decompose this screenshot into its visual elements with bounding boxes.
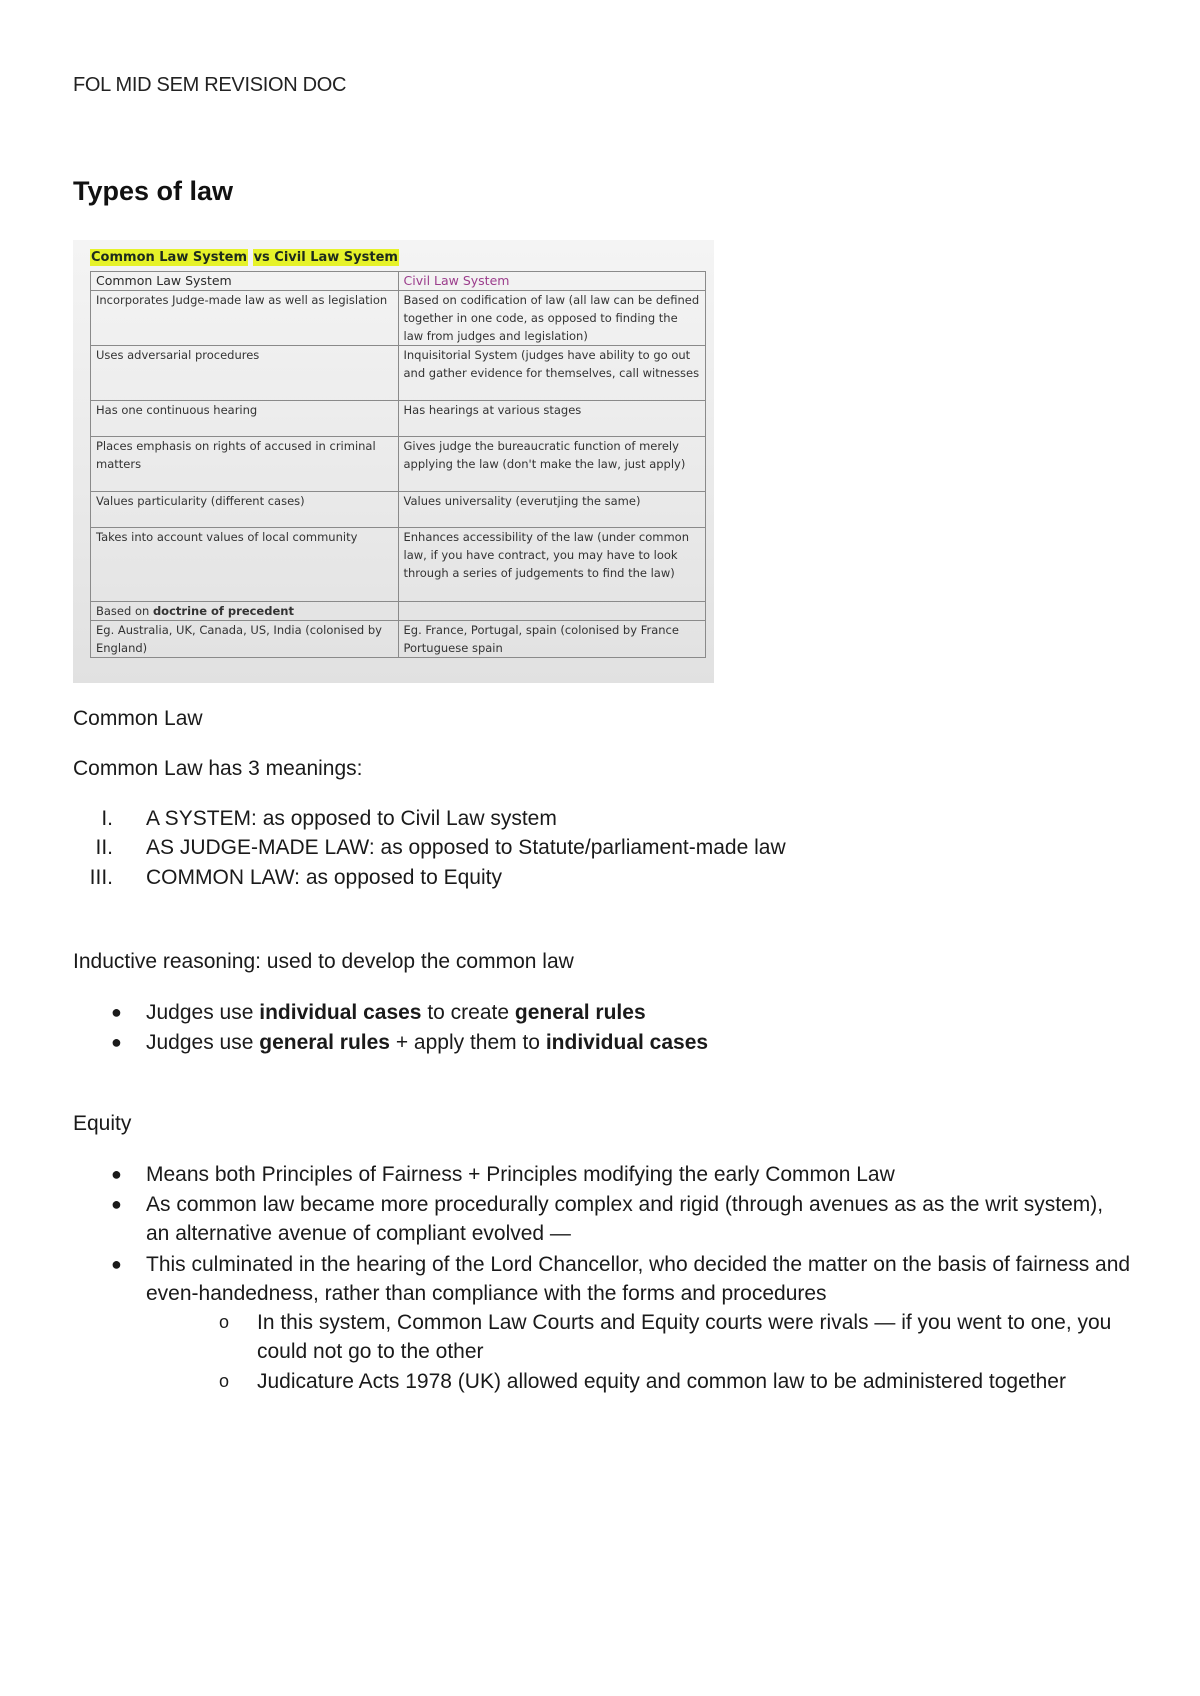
list-text — [146, 1028, 1131, 1057]
table-cell: Values universality (everutjing the same) — [398, 492, 706, 528]
list-numeral: I. — [101, 807, 113, 830]
table-row — [91, 437, 706, 492]
table-image-caption — [90, 250, 399, 265]
caption-highlight-2: vs Civil Law System — [253, 250, 398, 265]
table-cell: Values particularity (different cases) — [91, 492, 399, 528]
table-header-row — [91, 272, 706, 291]
table-cell: Uses adversarial procedures — [91, 346, 399, 401]
list-text: COMMON LAW: as opposed to Equity — [146, 866, 502, 889]
table-cell: Places emphasis on rights of accused in criminal matters — [91, 437, 399, 492]
sub-bullet-icon: o — [219, 1371, 230, 1391]
list-text: AS JUDGE-MADE LAW: as opposed to Statute/parliament-made law — [146, 836, 786, 859]
table-cell: Incorporates Judge-made law as well as legislation — [91, 291, 399, 346]
table-cell: Eg. Australia, UK, Canada, US, India (colonised by England) — [91, 621, 399, 658]
common-law-intro: Common Law has 3 meanings: — [73, 757, 363, 780]
comparison-table — [90, 271, 706, 658]
table-cell: Based on codification of law (all law can be defined together in one code, as opposed to finding the law from judges and legislation) — [398, 291, 706, 346]
list-text: Judicature Acts 1978 (UK) allowed equity and common law to be administered together — [257, 1370, 1066, 1393]
list-text: A SYSTEM: as opposed to Civil Law system — [146, 807, 557, 830]
header-civil-law: Civil Law System — [398, 272, 706, 291]
sub-bullet-icon: o — [219, 1312, 230, 1332]
table-row — [91, 492, 706, 528]
bullet-icon: ● — [111, 1164, 122, 1184]
table-row — [91, 621, 706, 658]
table-row — [91, 346, 706, 401]
list-text: This culminated in the hearing of the Lord Chancellor, who decided the matter on the basis of fairness and even-handedness, rather than compliance with the forms and procedures — [146, 1253, 1131, 1305]
list-numeral: II. — [95, 836, 113, 859]
bold-run: general rules — [514, 1001, 646, 1024]
list-text: In this system, Common Law Courts and Equity courts were rivals — if you went to one, you could not go to the other — [257, 1311, 1112, 1363]
common-law-title: Common Law — [73, 707, 203, 730]
bullet-icon: ● — [111, 1194, 122, 1214]
table-cell — [398, 602, 706, 621]
table-row — [91, 401, 706, 437]
caption-highlight-1: Common Law System — [91, 250, 248, 265]
text-run: Judges use — [146, 1001, 260, 1024]
list-text — [146, 998, 1131, 1027]
bold-run: general rules — [259, 1031, 390, 1054]
table-row — [91, 291, 706, 346]
text-run: to create — [421, 1001, 515, 1024]
document-title: FOL MID SEM REVISION DOC — [73, 74, 347, 96]
table-row — [91, 528, 706, 602]
equity-title: Equity — [73, 1112, 132, 1135]
table-cell: Gives judge the bureaucratic function of merely applying the law (don't make the law, just apply) — [398, 437, 706, 492]
bold-run: individual cases — [259, 1001, 422, 1024]
list-numeral: III. — [89, 866, 113, 889]
table-cell: Has one continuous hearing — [91, 401, 399, 437]
table-cell: Takes into account values of local community — [91, 528, 399, 602]
bullet-icon: ● — [111, 1032, 122, 1052]
table-cell — [91, 602, 399, 621]
table-cell: Enhances accessibility of the law (under common law, if you have contract, you may have to look through a series of judgements to find the law) — [398, 528, 706, 602]
text-run: Judges use — [146, 1031, 260, 1054]
inductive-reasoning-title: Inductive reasoning: used to develop the common law — [73, 950, 574, 973]
table-cell: Has hearings at various stages — [398, 401, 706, 437]
bullet-icon: ● — [111, 1002, 122, 1022]
cell-prefix: Based on — [96, 604, 153, 618]
table-cell: Inquisitorial System (judges have ability to go out and gather evidence for themselves, call witnesses — [398, 346, 706, 401]
cell-bold: doctrine of precedent — [152, 604, 294, 618]
list-text: Means both Principles of Fairness + Principles modifying the early Common Law — [146, 1163, 895, 1186]
text-run: + apply them to — [389, 1031, 546, 1054]
table-cell: Eg. France, Portugal, spain (colonised by France Portuguese spain — [398, 621, 706, 658]
bold-run: individual cases — [545, 1031, 709, 1054]
header-common-law: Common Law System — [91, 272, 399, 291]
bullet-icon: ● — [111, 1254, 122, 1274]
list-text: As common law became more procedurally complex and rigid (through avenues as as the writ system), an alternative avenue of compliant evolved — — [146, 1193, 1104, 1245]
comparison-table-image — [73, 240, 714, 683]
section-heading-types-of-law: Types of law — [73, 176, 234, 206]
table-row — [91, 602, 706, 621]
